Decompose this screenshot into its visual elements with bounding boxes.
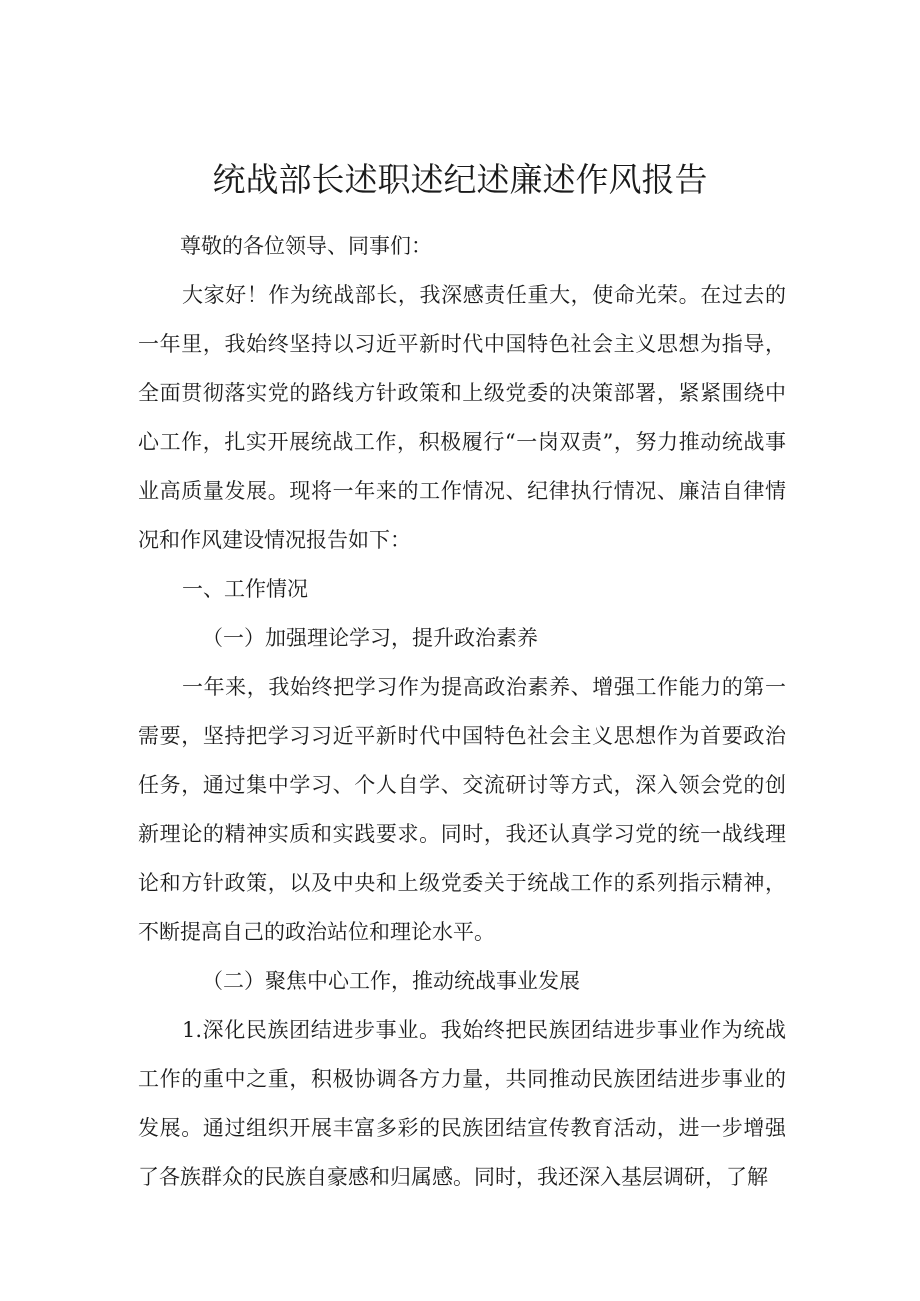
subsection-heading-theory: （一）加强理论学习，提升政治素养 [202,626,538,650]
intro-paragraph: 大家好！作为统战部长，我深感责任重大，使命光荣。在过去的一年里，我始终坚持以习近平新时代中国特色社会主义思想为指导，全面贯彻落实党的路线方针政策和上级党委的决策部署，紧紧围绕中心工作，扎实开展统战工作，积极履行“一岗双责”，努力推动统战事业高质量发展。现将一年来的工作情况、纪律执行情况、廉洁自律情况和作风建设情况报告如下： [138,283,786,552]
ethnic-unity-paragraph: 1.深化民族团结进步事业。我始终把民族团结进步事业作为统战工作的重中之重，积极协调各方力量，共同推动民族团结进步事业的发展。通过组织开展丰富多彩的民族团结宣传教育活动，进一步增强了各族群众的民族自豪感和归属感。同时，我还深入基层调研，了解 [138,1018,786,1189]
subsection-heading-focus: （二）聚焦中心工作，推动统战事业发展 [202,969,580,993]
section-heading-work: 一、工作情况 [182,577,308,601]
document-body [138,222,786,1202]
document-title: 统战部长述职述纪述廉述作风报告 [212,160,708,199]
greeting: 尊敬的各位领导、同事们： [180,234,432,258]
theory-paragraph: 一年来，我始终把学习作为提高政治素养、增强工作能力的第一需要，坚持把学习习近平新时代中国特色社会主义思想作为首要政治任务，通过集中学习、个人自学、交流研讨等方式，深入领会党的创新理论的精神实质和实践要求。同时，我还认真学习党的统一战线理论和方针政策，以及中央和上级党委关于统战工作的系列指示精神，不断提高自己的政治站位和理论水平。 [138,675,786,944]
